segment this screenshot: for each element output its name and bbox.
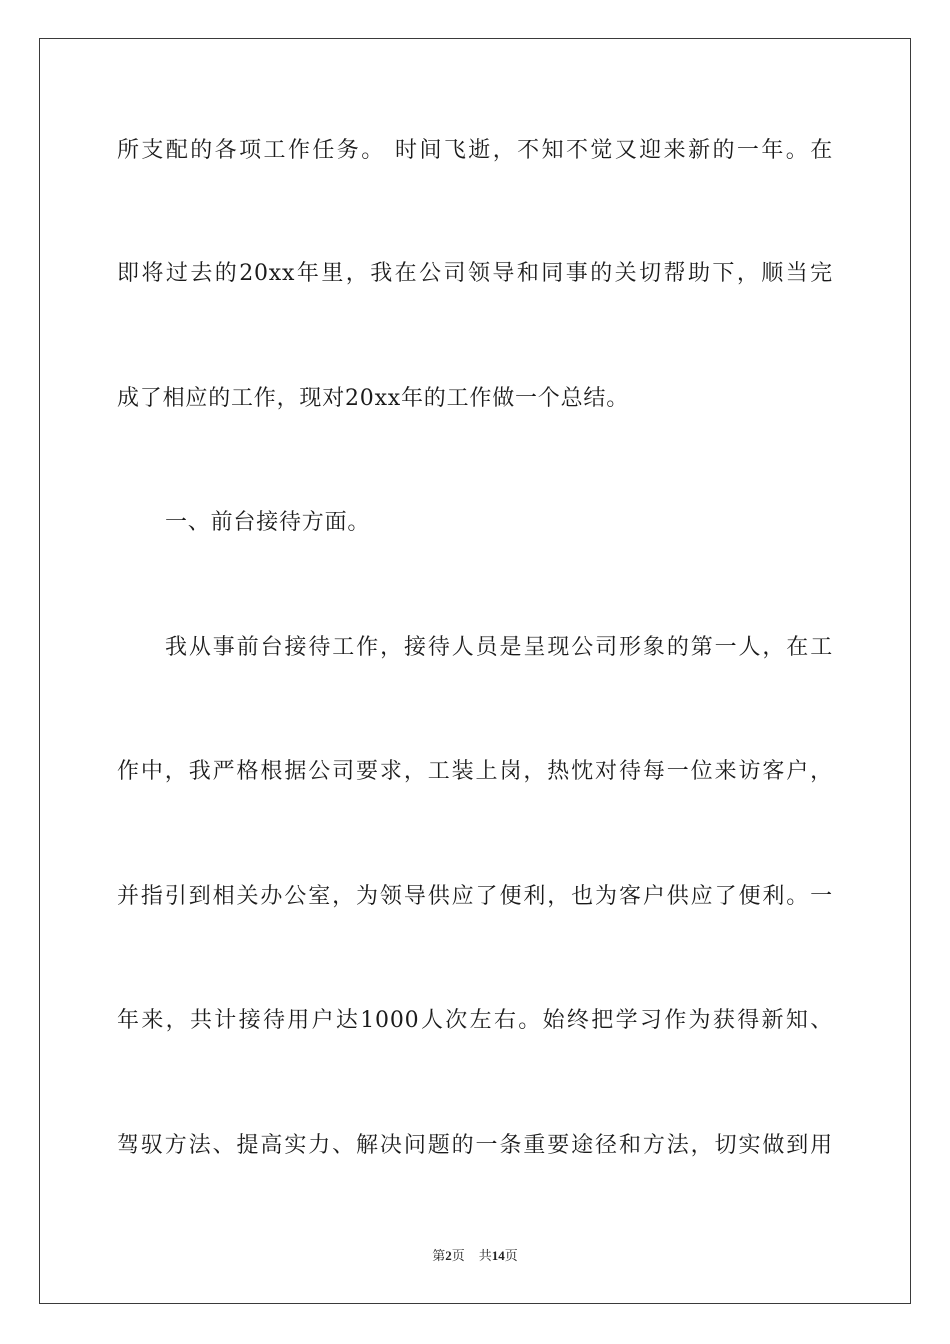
footer-page-prefix: 第 bbox=[432, 1248, 446, 1263]
footer-total-prefix: 共 bbox=[478, 1248, 492, 1263]
footer-total-pages: 14 bbox=[491, 1248, 505, 1263]
body-line-1: 所支配的各项工作任务。 时间飞逝，不知不觉又迎来新的一年。在 bbox=[117, 138, 833, 163]
body-line-2: 即将过去的20xx年里，我在公司领导和同事的关切帮助下，顺当完 bbox=[117, 261, 833, 286]
body-line-3: 成了相应的工作，现对20xx年的工作做一个总结。 bbox=[117, 386, 630, 411]
body-line-5: 我从事前台接待工作，接待人员是呈现公司形象的第一人，在工 bbox=[165, 635, 833, 660]
body-line-6: 作中，我严格根据公司要求，工装上岗，热忱对待每一位来访客户， bbox=[117, 759, 833, 784]
body-line-8: 年来，共计接待用户达1000人次左右。始终把学习作为获得新知、 bbox=[117, 1008, 833, 1033]
footer-total-suffix: 页 bbox=[504, 1248, 518, 1263]
page-footer bbox=[0, 1247, 950, 1265]
page-border bbox=[39, 38, 911, 1304]
body-line-9: 驾驭方法、提高实力、解决问题的一条重要途径和方法，切实做到用 bbox=[117, 1133, 833, 1158]
body-line-7: 并指引到相关办公室，为领导供应了便利，也为客户供应了便利。一 bbox=[117, 884, 833, 909]
footer-page-suffix: 页 bbox=[451, 1248, 465, 1263]
footer-page-number: 2 bbox=[445, 1248, 452, 1263]
section-heading: 一、前台接待方面。 bbox=[165, 510, 371, 535]
